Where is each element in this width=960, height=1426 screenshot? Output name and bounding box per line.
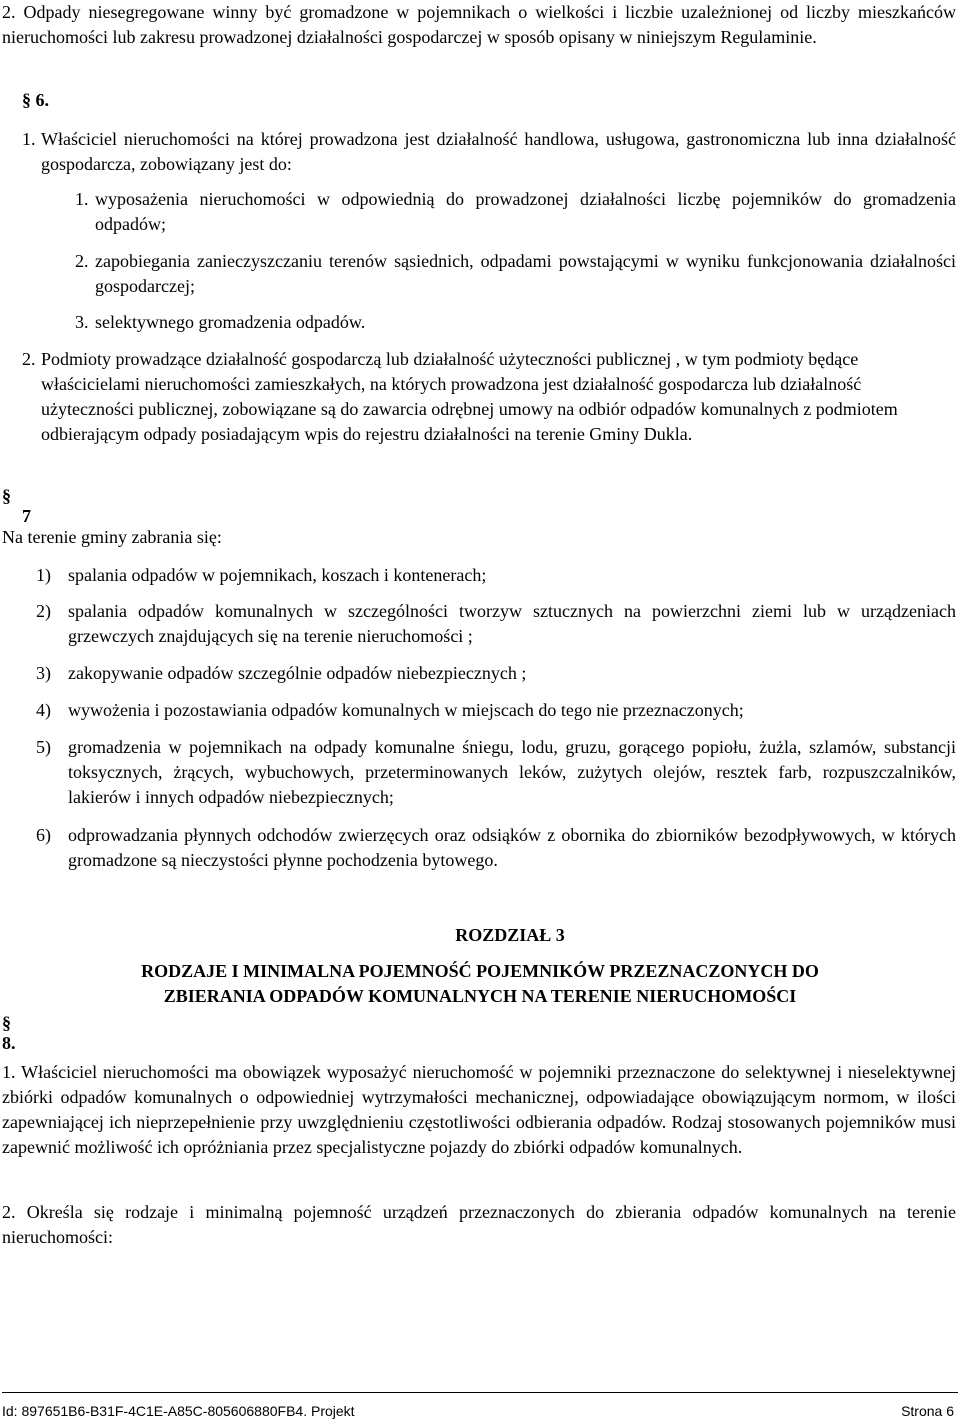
section-8-paragraph-2: 2. Określa się rodzaje i minimalną pojemność urządzeń przeznaczonych do zbierania odpadów komunalnych na terenie nieruchomości: bbox=[2, 1202, 956, 1247]
item-text: spalania odpadów w pojemnikach, koszach i kontenerach; bbox=[68, 565, 487, 585]
item-text: wywożenia i pozostawiania odpadów komunalnych w miejscach do tego nie przeznaczonych; bbox=[68, 700, 744, 720]
item-number: 2) bbox=[36, 601, 51, 621]
subitem-text: zapobiegania zanieczyszczaniu terenów sąsiednich, odpadami powstającymi w wyniku funkcjonowania działalności gospodarczej; bbox=[95, 251, 956, 296]
section-7-item-5 bbox=[36, 735, 956, 810]
subitem-number: 3. bbox=[75, 312, 89, 332]
section-6-subitem-1 bbox=[75, 187, 956, 237]
item-number: 2. bbox=[22, 349, 36, 369]
subitem-number: 2. bbox=[75, 251, 89, 271]
item-text: gromadzenia w pojemnikach na odpady komunalne śniegu, lodu, gruzu, gorącego popiołu, żużla, szlamów, substancji toksycznych, żrących, wybuchowych, przeterminowanych leków, zużytych olejów, resztek farb, rozpuszczalników, lakierów i innych odpadów niebezpiecznych; bbox=[68, 737, 956, 807]
item-number: 4) bbox=[36, 700, 51, 720]
section-6-item-2 bbox=[22, 347, 956, 447]
section-6-subitem-2 bbox=[75, 249, 956, 299]
chapter-subtitle-line-2: ZBIERANIA ODPADÓW KOMUNALNYCH NA TERENIE NIERUCHOMOŚCI bbox=[163, 986, 797, 1006]
item-number: 6) bbox=[36, 825, 51, 845]
section-7-item-2 bbox=[36, 599, 956, 649]
chapter-subtitle-line-1: RODZAJE I MINIMALNA POJEMNOŚĆ POJEMNIKÓW PRZEZNACZONYCH DO bbox=[141, 961, 819, 981]
paragraph-2-intro: 2. Odpady niesegregowane winny być gromadzone w pojemnikach o wielkości i liczbie uzależnionej od liczby mieszkańców nieruchomości lub zakresu prowadzonej działalności gospodarczej w sposób opisany w niniejszym Regulaminie. bbox=[2, 2, 956, 47]
item-text: Podmioty prowadzące działalność gospodarczą lub działalność użyteczności publicznej , w tym podmioty będące właścicielami nieruchomości zamieszkałych, na których prowadzona jest działalność gospodarcza lub działalność użyteczności publicznej, zobowiązane są do zawarcia odrębnej umowy na odbiór odpadów komunalnych z podmiotem odbierającym odpady posiadającym wpis do rejestru działalności na terenie Gminy Dukla. bbox=[41, 349, 898, 444]
section-6-item-1 bbox=[22, 127, 956, 177]
item-text: Właściciel nieruchomości na której prowadzona jest działalność handlowa, usługowa, gastronomiczna lub inna działalność gospodarcza, zobowiązany jest do: bbox=[41, 129, 956, 174]
page-footer bbox=[2, 1402, 954, 1420]
subitem-number: 1. bbox=[75, 189, 89, 209]
footer-divider bbox=[2, 1392, 958, 1393]
section-symbol: § bbox=[22, 90, 31, 110]
item-text: odprowadzania płynnych odchodów zwierzęcych oraz odsiąków z obornika do zbiorników bezodpływowych, w których gromadzone są nieczystości płynne pochodzenia bytowego. bbox=[68, 825, 956, 870]
section-8-paragraph-1: 1. Właściciel nieruchomości ma obowiązek wyposażyć nieruchomość w pojemniki przeznaczone do selektywnej i nieselektywnej zbiórki odpadów komunalnych o odpowiedniej wytrzymałości mechanicznej, odpowiadające obowiązującym normom, w ilości zapewniającej ich nieprzepełnienie przy uwzględnieniu częstotliwości odbierania odpadów. Rodzaj stosowanych pojemników musi zapewnić możliwość ich opróżniania przez specjalistyczne pojazdy do zbiórki odpadów komunalnych. bbox=[2, 1062, 956, 1157]
subitem-text: selektywnego gromadzenia odpadów. bbox=[95, 312, 366, 332]
item-number: 1. bbox=[22, 129, 36, 149]
item-number: 1) bbox=[36, 565, 51, 585]
section-7-heading bbox=[2, 486, 31, 526]
section-8-number: 8. bbox=[2, 1033, 16, 1053]
chapter-title: ROZDZIAŁ 3 bbox=[455, 925, 565, 945]
item-number: 3) bbox=[36, 663, 51, 683]
document-id: Id: 897651B6-B31F-4C1E-A85C-805606880FB4. Projekt bbox=[2, 1403, 355, 1419]
section-6-heading bbox=[22, 88, 49, 113]
section-7-item-3 bbox=[36, 661, 956, 686]
section-7-item-6 bbox=[36, 823, 956, 873]
section-7-item-4 bbox=[36, 698, 956, 723]
section-7-intro: Na terenie gminy zabrania się: bbox=[2, 527, 222, 547]
section-7-number: 7 bbox=[22, 506, 31, 526]
section-symbol: § bbox=[2, 1013, 11, 1033]
section-7-item-1 bbox=[36, 563, 956, 588]
page-number: Strona 6 bbox=[901, 1403, 954, 1419]
section-symbol: § bbox=[2, 486, 11, 506]
subitem-text: wyposażenia nieruchomości w odpowiednią do prowadzonej działalności liczbę pojemników do gromadzenia odpadów; bbox=[95, 189, 956, 234]
item-text: spalania odpadów komunalnych w szczególności tworzyw sztucznych na powierzchni ziemi lub w urządzeniach grzewczych znajdujących się na terenie nieruchomości ; bbox=[68, 601, 956, 646]
chapter-subtitle bbox=[0, 959, 960, 1009]
section-8-heading bbox=[2, 1013, 16, 1053]
section-6-subitem-3 bbox=[75, 310, 956, 335]
item-text: zakopywanie odpadów szczególnie odpadów niebezpiecznych ; bbox=[68, 663, 527, 683]
item-number: 5) bbox=[36, 737, 51, 757]
section-6-number: 6. bbox=[35, 90, 49, 110]
